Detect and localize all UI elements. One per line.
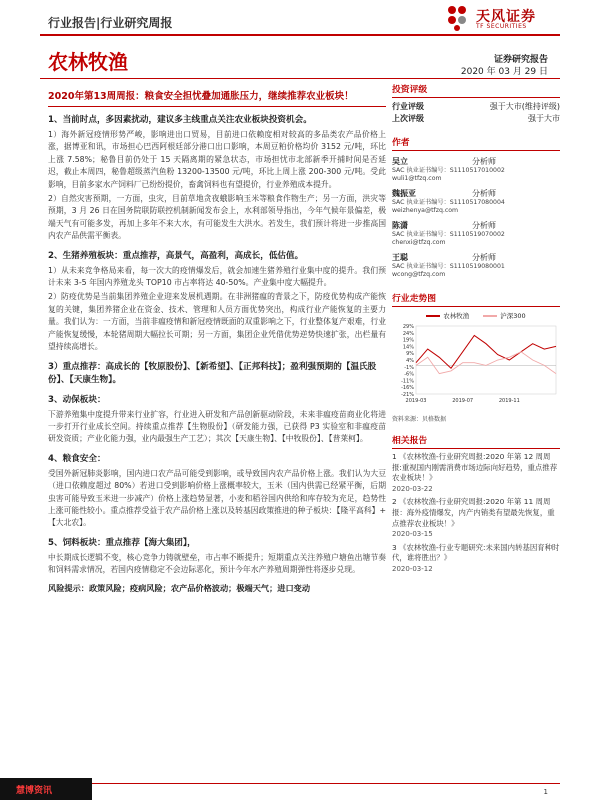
- logo-cn: 天风证券: [476, 9, 536, 25]
- author-role: 分析师: [472, 221, 496, 230]
- author-name: 魏振亚: [392, 189, 416, 198]
- paragraph: 2）防疫优势是当前集团养殖企业迎来发展机遇期。在非洲猪瘟的背景之下，防疫优势构成产能恢复的关键，集团养猪企业在资金、技术、管理和人员方面优势突出，构成行业产能恢复的主要力量。我们认为：一方面，当前非瘟疫情和新冠疫情既面的双重影响之下，行业整体复产艰难，行业产能恢复缓慢，本轮猪周期大幅拉长可期；另一方面，集团企业凭借优势逆势快速扩张，出栏量有望持续高增长。: [48, 292, 386, 352]
- y-tick-label: 19%: [402, 337, 414, 344]
- x-tick-label: 2019-03: [405, 398, 427, 404]
- chart-legend: [392, 311, 560, 320]
- paragraph: 1）从未来竞争格局来看，每一次大的疫情爆发后，就会加速生猪养殖行业集中度的提升。我们预计未来 3-5 年国内养殖龙头 TOP10 市占率将达 40-50%。产业集中度大幅提升。: [48, 265, 386, 288]
- section-title: 5、饲料板块：重点推荐【海大集团】，: [48, 537, 196, 548]
- legend-label: 沪深300: [500, 312, 526, 320]
- y-tick-label: -16%: [401, 385, 414, 392]
- prev-rating-row: [392, 113, 560, 125]
- related-text: 2 《农林牧渔-行业研究周报:2020 年第 11 周周报：海外疫情爆发，内产内销类有望最先恢复，重点推荐农业板块！》: [392, 497, 555, 528]
- section-2: [48, 250, 386, 354]
- section-3: [48, 361, 386, 387]
- related-item[interactable]: [392, 543, 560, 575]
- paragraph: 受国外新冠肺炎影响，国内进口农产品可能受到影响，或导致国内农产品价格上涨。我们认为大豆（进口依赖度超过 80%）若进口受到影响价格上涨概率较大，玉米（国内供需已经紧平衡，后期虫害可能导致玉米进一步减产）价格上涨趋势显著，小麦和稻谷国内供给和库存较为充足，趋势性上涨可能性较小。重点推荐受益于农产品价格上涨以及转基因政策推进的种子板块：【隆平高科】+【大北农】。: [48, 468, 386, 528]
- x-tick-label: 2019-11: [498, 398, 520, 404]
- legend-swatch: [426, 315, 440, 317]
- sector-title: 农林牧渔: [48, 50, 128, 74]
- rating-row: [392, 101, 560, 113]
- footer-rule: [40, 783, 560, 784]
- paragraph: 下游养殖集中度提升带来行业扩容，行业进入研发和产品创新驱动阶段，未来非瘟疫苗商业化将进一步打开行业成长空间。持续重点推荐【生物股份】（研发能力强，已获得 P3 实验室和非瘟疫苗研发资质；产业化能力强，业内最强生产工艺）；其次【天康生物】、【中牧股份】、【普莱柯】。: [48, 409, 386, 444]
- author-role: 分析师: [472, 157, 496, 166]
- report-type: 证券研究报告: [493, 55, 548, 65]
- y-tick-label: 29%: [402, 324, 414, 330]
- related-date: 2020-03-15: [392, 530, 433, 539]
- headline: 2020年第13周周报：粮食安全担忧叠加通胀压力，继续推荐农业板块！: [48, 86, 386, 107]
- section-4: [48, 394, 386, 446]
- related-reports: [392, 429, 560, 575]
- x-tick-label: 2019-07: [452, 398, 474, 404]
- section-title: 1、当前时点，多因素扰动，建议多主线重点关注农业板块投资机会。: [48, 115, 312, 125]
- author-card: [392, 188, 560, 215]
- legend-label: 农林牧渔: [443, 312, 470, 320]
- related-date: 2020-03-22: [392, 484, 433, 493]
- section-1: [48, 114, 386, 243]
- author-sac: SAC 执业证书编号：S1110519080001: [392, 263, 505, 270]
- chart-source: 资料来源：贝格数据: [392, 416, 447, 423]
- related-date: 2020-03-12: [392, 564, 433, 573]
- y-tick-label: 24%: [402, 330, 414, 337]
- report-tags: 行业报告|行业研究周报: [48, 16, 173, 30]
- top-bar: [40, 8, 560, 36]
- rating-heading: 投资评级: [392, 78, 560, 98]
- prev-rating-label: 上次评级: [392, 114, 424, 123]
- author-sac: SAC 执业证书编号：S1110519070002: [392, 231, 505, 238]
- author-name: 王聪: [392, 253, 408, 262]
- legend-item: [426, 311, 469, 320]
- related-item[interactable]: [392, 497, 560, 539]
- section-title: 3）重点推荐：高成长的【牧原股份】、【新希望】、【正邦科技】；盈利强预期的【温氏股份】、【天康生物】。: [48, 361, 377, 385]
- y-tick-label: -6%: [404, 371, 414, 378]
- related-heading: 相关报告: [392, 429, 560, 449]
- related-text: 3 《农林牧渔-行业专题研究:未来国内转基因育种时代，谁将胜出？》: [392, 542, 560, 563]
- y-tick-label: 4%: [406, 358, 414, 364]
- paragraph: 1）海外新冠疫情形势严峻，影响进出口贸易，目前进口依赖度相对较高的多品类农产品价格上涨，据博亚和讯，市场担心巴西阿根廷部分港口出口影响，本周豆粕价格均价 3152 元/吨，环比上涨 7.58%；秘鲁目前仍处于 15 天隔离期的紧急状态，市场担忧市北部新季开捕时间是否延迟，截止本周四，秘鲁超级蒸汽鱼粉 13200-13500 元/吨，环比上周上涨 200-300 元/吨。受此影响，目前多家水产饲料厂已纷纷提价，畜禽饲料也有望提价，行业养殖成本提升。: [48, 130, 386, 189]
- author-name: 陈潇: [392, 221, 408, 230]
- authors-heading: 作者: [392, 131, 560, 151]
- tf-logo-icon: [444, 4, 472, 32]
- author-email[interactable]: chenxi@tfzq.com: [392, 239, 446, 246]
- section-title: 4、粮食安全：: [48, 453, 106, 464]
- footer-watermark: 慧博资讯: [0, 778, 92, 800]
- main-column: [48, 86, 386, 594]
- trend-chart: [392, 322, 560, 408]
- author-name: 吴立: [392, 157, 408, 166]
- author-email[interactable]: wcong@tfzq.com: [392, 271, 446, 278]
- trend-heading: 行业走势图: [392, 287, 560, 307]
- paragraph: 2）自然灾害预期，一方面，虫灾，目前草地贪夜蛾影响玉米等粮食作物生产；另一方面，洪灾等预期，3 月 26 日在国务院联防联控机制新闻发布会上，水利部领导指出，今年气候年景偏差，极端天气有可能多发，再加上多年不来大水，有可能发生大洪水。若发生，我们预计将进一步推高国内农产品供需平衡表。: [48, 194, 386, 241]
- legend-swatch: [483, 315, 497, 317]
- rating-value: 强于大市(维持评级): [489, 102, 560, 111]
- author-role: 分析师: [472, 253, 496, 262]
- section-title: 3、动保板块：: [48, 394, 106, 405]
- section-6: [48, 537, 386, 577]
- top-rule: [40, 34, 560, 36]
- author-role: 分析师: [472, 189, 496, 198]
- y-tick-label: -11%: [401, 378, 414, 385]
- author-card: [392, 252, 560, 279]
- trend-chart-box: [392, 287, 560, 423]
- paragraph: 中长期成长逻辑不变，核心竞争力铸就壁垒，市占率不断提升；短期重点关注养殖户塘鱼出塘节奏和饲料需求情况，若国内疫情稳定不会边际恶化，预计今年水产养殖周期弹性将逐步兑现。: [48, 552, 386, 575]
- legend-item: [483, 311, 525, 320]
- section-title: 2、生猪养殖板块：重点推荐，高景气，高盈利，高成长，低估值。: [48, 250, 304, 261]
- report-date: 2020 年 03 月 29 日: [460, 67, 548, 77]
- plot-frame: [416, 326, 556, 394]
- related-text: 1 《农林牧渔-行业研究周报:2020 年第 12 周周报:重视国内刚需消费市场边际向好趋势，重点推荐农业板块！》: [392, 452, 558, 483]
- rating-label: 行业评级: [392, 102, 424, 111]
- author-email[interactable]: wuli1@tfzq.com: [392, 175, 442, 182]
- page-number: 1: [543, 788, 548, 796]
- series-line-agri: [416, 336, 556, 369]
- risk-warning: 风险提示：政策风险；疫病风险；农产品价格波动；极端天气；进口变动: [48, 582, 311, 593]
- author-email[interactable]: weizhenya@tfzq.com: [392, 207, 459, 214]
- brand-logo: [444, 4, 554, 34]
- y-tick-label: -1%: [404, 364, 414, 371]
- sidebar: [392, 78, 560, 575]
- section-5: [48, 453, 386, 530]
- related-item[interactable]: [392, 452, 560, 494]
- author-sac: SAC 执业证书编号：S1110517010002: [392, 167, 505, 174]
- logo-en: TF SECURITIES: [476, 23, 527, 30]
- y-tick-label: 9%: [406, 351, 414, 358]
- author-sac: SAC 执业证书编号：S1110517080004: [392, 199, 505, 206]
- y-tick-label: -21%: [401, 392, 414, 398]
- prev-rating-value: 强于大市: [528, 114, 560, 123]
- y-tick-label: 14%: [402, 344, 414, 351]
- author-card: [392, 220, 560, 247]
- author-card: [392, 156, 560, 183]
